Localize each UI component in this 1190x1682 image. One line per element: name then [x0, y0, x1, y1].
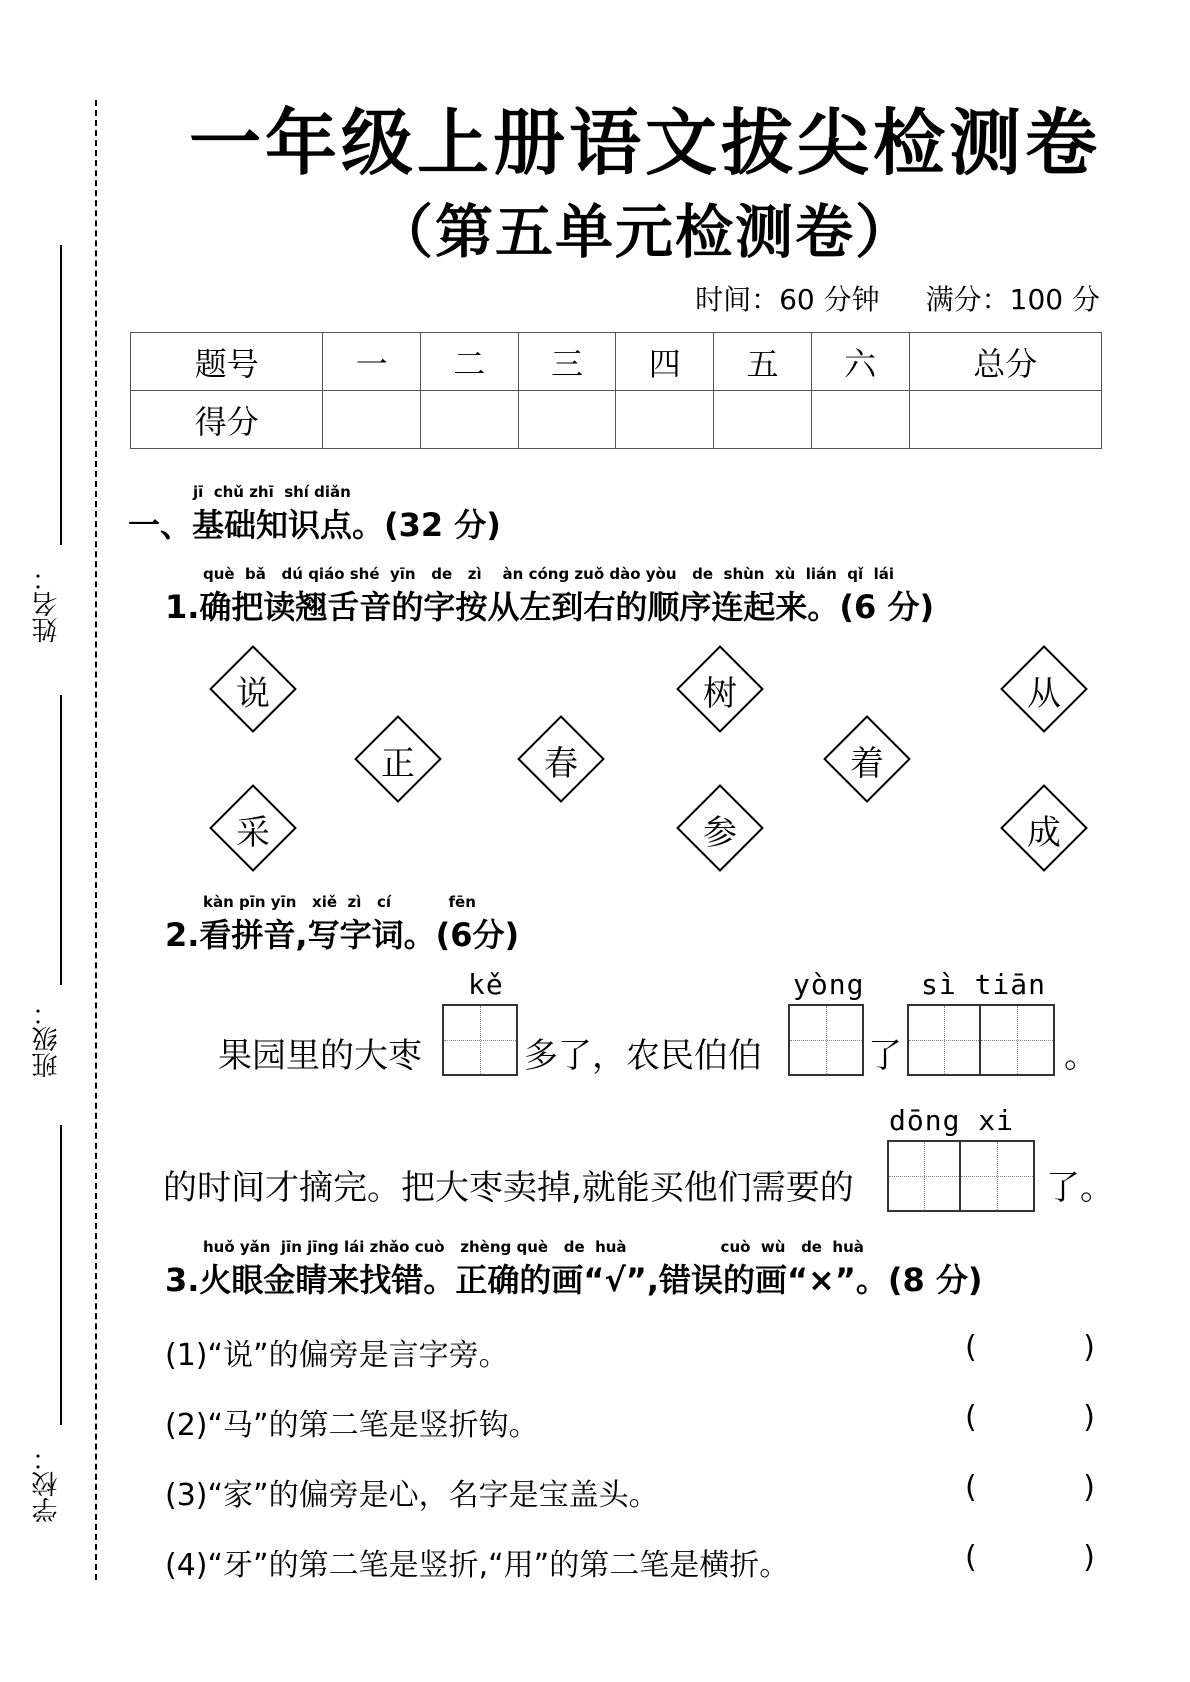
diamond-char: 从 [1027, 674, 1061, 714]
diamond-char: 采 [236, 813, 270, 853]
tf-item-text: (2)“马”的第二笔是竖折钩。 [165, 1408, 539, 1443]
q2-line1-b: 多了，农民伯伯 [524, 1036, 762, 1076]
cut-line [95, 100, 97, 1580]
grid-cell[interactable] [889, 1142, 961, 1210]
q2-line1-a: 果园里的大枣 [218, 1036, 422, 1076]
class-label: 班级： [32, 1000, 62, 1078]
binding-margin [0, 0, 110, 1682]
score-table-score-row [131, 391, 1102, 449]
diamond-char: 正 [381, 744, 415, 784]
grid-cell[interactable] [909, 1006, 981, 1074]
time-limit: 时间：60 分钟 [695, 283, 880, 316]
tf-item-text: (1)“说”的偏旁是言字旁。 [165, 1338, 509, 1373]
grid-cell[interactable] [961, 1142, 1033, 1210]
paren-close: ) [1083, 1470, 1095, 1505]
answer-parens[interactable] [965, 1540, 1095, 1575]
page-title: 一年级上册语文拔尖检测卷 [188, 101, 1101, 185]
diamond-char: 说 [236, 674, 270, 714]
paren-open: ( [965, 1540, 977, 1575]
diamond-char: 成 [1027, 813, 1061, 853]
full-score: 满分：100 分 [925, 283, 1100, 316]
score-input-cell[interactable] [714, 391, 812, 449]
q1-pinyin: què bǎ dú qiáo shé yīn de zì àn cóng zuǒ dào yòu de shùn xù lián qǐ lái [203, 565, 894, 583]
q3-pinyin: huǒ yǎn jīn jīng lái zhǎo cuò zhèng què de huà cuò wù de huà [203, 1238, 864, 1256]
section1-title: 一、基础知识点。(32 分) [128, 506, 501, 544]
answer-box-yong[interactable] [788, 1004, 864, 1076]
table-cell: 二 [421, 333, 519, 391]
answer-box-si-tian[interactable] [907, 1004, 1055, 1076]
grid-cell[interactable] [981, 1006, 1053, 1074]
table-cell: 得分 [131, 391, 323, 449]
tf-item-text: (3)“家”的偏旁是心，名字是宝盖头。 [165, 1478, 659, 1513]
answer-parens[interactable] [965, 1330, 1095, 1365]
answer-box-ke[interactable] [442, 1004, 518, 1076]
page-subtitle: （第五单元检测卷） [374, 198, 915, 266]
grid-cell[interactable] [444, 1006, 516, 1074]
score-input-cell[interactable] [811, 391, 909, 449]
score-input-cell[interactable] [616, 391, 714, 449]
score-input-cell[interactable] [323, 391, 421, 449]
table-cell: 六 [811, 333, 909, 391]
table-cell: 一 [323, 333, 421, 391]
q2-line1-end: 。 [1064, 1036, 1098, 1076]
score-input-cell[interactable] [518, 391, 616, 449]
pinyin-si-tian: sì tiān [921, 968, 1047, 1001]
paren-close: ) [1083, 1400, 1095, 1435]
table-cell: 三 [518, 333, 616, 391]
q3-title: 3.火眼金睛来找错。正确的画“√”,错误的画“×”。(8 分) [165, 1261, 983, 1299]
q1-title: 1.确把读翘舌音的字按从左到右的顺序连起来。(6 分) [165, 588, 935, 626]
paren-open: ( [965, 1330, 977, 1365]
paren-open: ( [965, 1400, 977, 1435]
tf-item [165, 1540, 1095, 1584]
exam-meta [695, 278, 1100, 318]
paren-close: ) [1083, 1330, 1095, 1365]
score-table [130, 332, 1102, 449]
diamond-char: 树 [703, 674, 737, 714]
tf-item [165, 1400, 1095, 1444]
paren-open: ( [965, 1470, 977, 1505]
diamond-char: 着 [850, 744, 884, 784]
pinyin-dong-xi: dōng xi [889, 1104, 1015, 1137]
tf-item [165, 1470, 1095, 1514]
tf-item-text: (4)“牙”的第二笔是竖折,“用”的第二笔是横折。 [165, 1548, 790, 1583]
q2-line1-c: 了 [868, 1036, 902, 1076]
school-write-line[interactable] [60, 1125, 62, 1425]
name-write-line[interactable] [60, 245, 62, 545]
diamond-char: 参 [703, 813, 737, 853]
table-cell: 五 [714, 333, 812, 391]
name-label: 姓名： [32, 565, 62, 643]
table-cell: 题号 [131, 333, 323, 391]
q2-pinyin: kàn pīn yīn xiě zì cí fēn [203, 893, 476, 911]
school-label: 学校： [32, 1445, 62, 1523]
q2-line2-end: 了。 [1046, 1168, 1114, 1208]
table-cell: 总分 [909, 333, 1101, 391]
table-cell: 四 [616, 333, 714, 391]
answer-box-dong-xi[interactable] [887, 1140, 1035, 1212]
score-input-cell[interactable] [909, 391, 1101, 449]
answer-parens[interactable] [965, 1400, 1095, 1435]
score-table-header-row [131, 333, 1102, 391]
tf-item [165, 1330, 1095, 1374]
pinyin-yong: yòng [793, 968, 865, 1001]
diamond-char: 春 [544, 744, 578, 784]
answer-parens[interactable] [965, 1470, 1095, 1505]
score-input-cell[interactable] [421, 391, 519, 449]
q2-title: 2.看拼音,写字词。(6分) [165, 916, 520, 954]
q2-line2-a: 的时间才摘完。把大枣卖掉,就能买他们需要的 [163, 1168, 854, 1208]
class-write-line[interactable] [60, 695, 62, 985]
grid-cell[interactable] [790, 1006, 862, 1074]
paren-close: ) [1083, 1540, 1095, 1575]
section1-pinyin: jī chǔ zhī shí diǎn [193, 483, 351, 501]
pinyin-ke: kě [468, 968, 504, 1001]
